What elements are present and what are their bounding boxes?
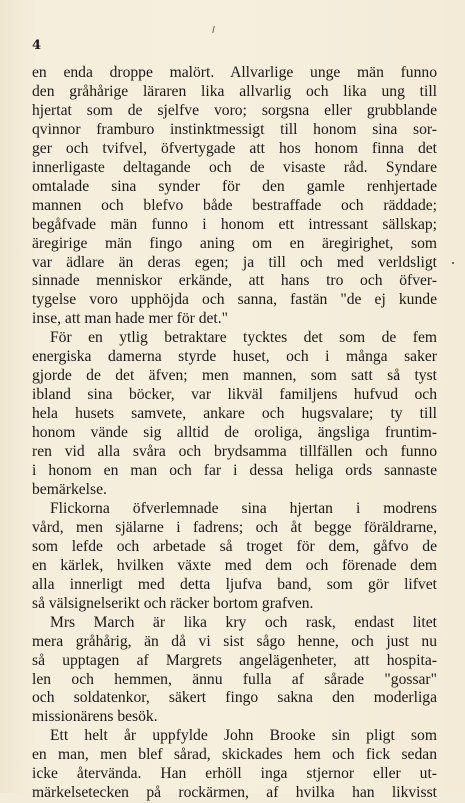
text-line: Flickorna öfverlemnade sina hjertan i modrens — [50, 499, 437, 517]
text-line: vård, men själarne i fadrens; och åt begge föräldrarne, — [32, 518, 437, 536]
text-line: en kärlek, hvilken växte med dem och förenade dem — [32, 556, 437, 574]
text-line: icke återvända. Han erhöll inga stjernor eller ut- — [32, 765, 437, 783]
text-line: qvinnor framburo instinktmessigt till honom sina sor- — [32, 120, 437, 138]
text-line: var ädlare än deras egen; ja till och med verldsligt — [32, 253, 437, 271]
text-line: hjertat som de sjelfve voro; sorgsna eller grubblande — [32, 101, 437, 119]
text-line: en enda droppe malört. Allvarlige unge män funno — [32, 64, 437, 81]
text-line: För en ytlig betraktare tycktes det som de fem — [50, 329, 437, 347]
text-line: ger och tvifvel, öfvertygade att hos honom finna det — [32, 139, 437, 157]
text-line: inse, att man hade mer för det." — [32, 310, 229, 328]
text-line: i honom en man och far i dessa heliga ords sannaste — [32, 462, 437, 480]
text-line: Ett helt år uppfylde John Brooke sin pligt som — [50, 727, 437, 745]
text-line: mannen och blefvo både bestraffade och räddade; — [32, 196, 437, 214]
text-line: bemärkelse. — [32, 480, 107, 498]
text-line: tygelse voro upphöjda och sanna, fastän "de ej kunde — [32, 291, 437, 309]
text-line: den gråhårige läraren lika allvarlig och lika ung till — [32, 82, 437, 100]
text-line: hela husets samvete, ankare och hugsvalare; ty till — [32, 405, 437, 423]
text-line: missionärens besök. — [32, 708, 158, 726]
print-mark — [212, 26, 214, 33]
text-line: mera gråhårig, än då vi sist sågo henne, och just nu — [32, 632, 437, 650]
text-line: märkelsetecken på rockärmen, af hvilka han likvisst — [32, 784, 437, 802]
text-line: och soldatenkor, säkert fingo sakna den moderliga — [32, 689, 437, 707]
text-line: en man, men blef sårad, skickades hem och fick sedan — [32, 746, 437, 764]
page-number: 4 — [32, 38, 42, 53]
text-line: Mrs March är lika kry och rask, endast litet — [50, 613, 437, 631]
text-line: ren vid alla svåra och brydsamma tillfällen och funno — [32, 443, 437, 461]
text-line: gjorde de det äfven; men mannen, som satt så tyst — [32, 367, 437, 385]
text-line: innerligaste deltagande och de visaste råd. Syndare — [32, 158, 437, 176]
text-line: som lefde och arbetade så troget för dem, gåfvo de — [32, 537, 437, 555]
text-line: honom vände sig alltid de oroliga, ängsliga fruntim- — [32, 424, 437, 442]
text-line: energiska damerna styrde huset, och i många saker — [32, 348, 437, 366]
text-line: len och hemmen, ännu fulla af sårade "gossar" — [32, 670, 437, 688]
ink-speck — [452, 262, 454, 264]
text-line: begåfvade män funno i honom ett intressant sällskap; — [32, 215, 437, 233]
body-text — [32, 64, 437, 803]
text-line: så upptagen af Margrets angelägenheter, att hospita- — [32, 651, 437, 669]
text-line: alla innerligt med detta ljufva band, som gör lifvet — [32, 575, 437, 593]
text-line: äregirige män fingo aning om en äregirighet, som — [32, 234, 437, 252]
text-line: sinnade menniskor erkände, att hans tro och öfver- — [32, 272, 437, 290]
text-line: så välsignelserikt och räcker bortom grafven. — [32, 594, 314, 612]
text-line: omtalade sina synder för den gamle renhjertade — [32, 177, 437, 195]
text-line: ibland sina böcker, var likväl familjens hufvud och — [32, 386, 437, 404]
